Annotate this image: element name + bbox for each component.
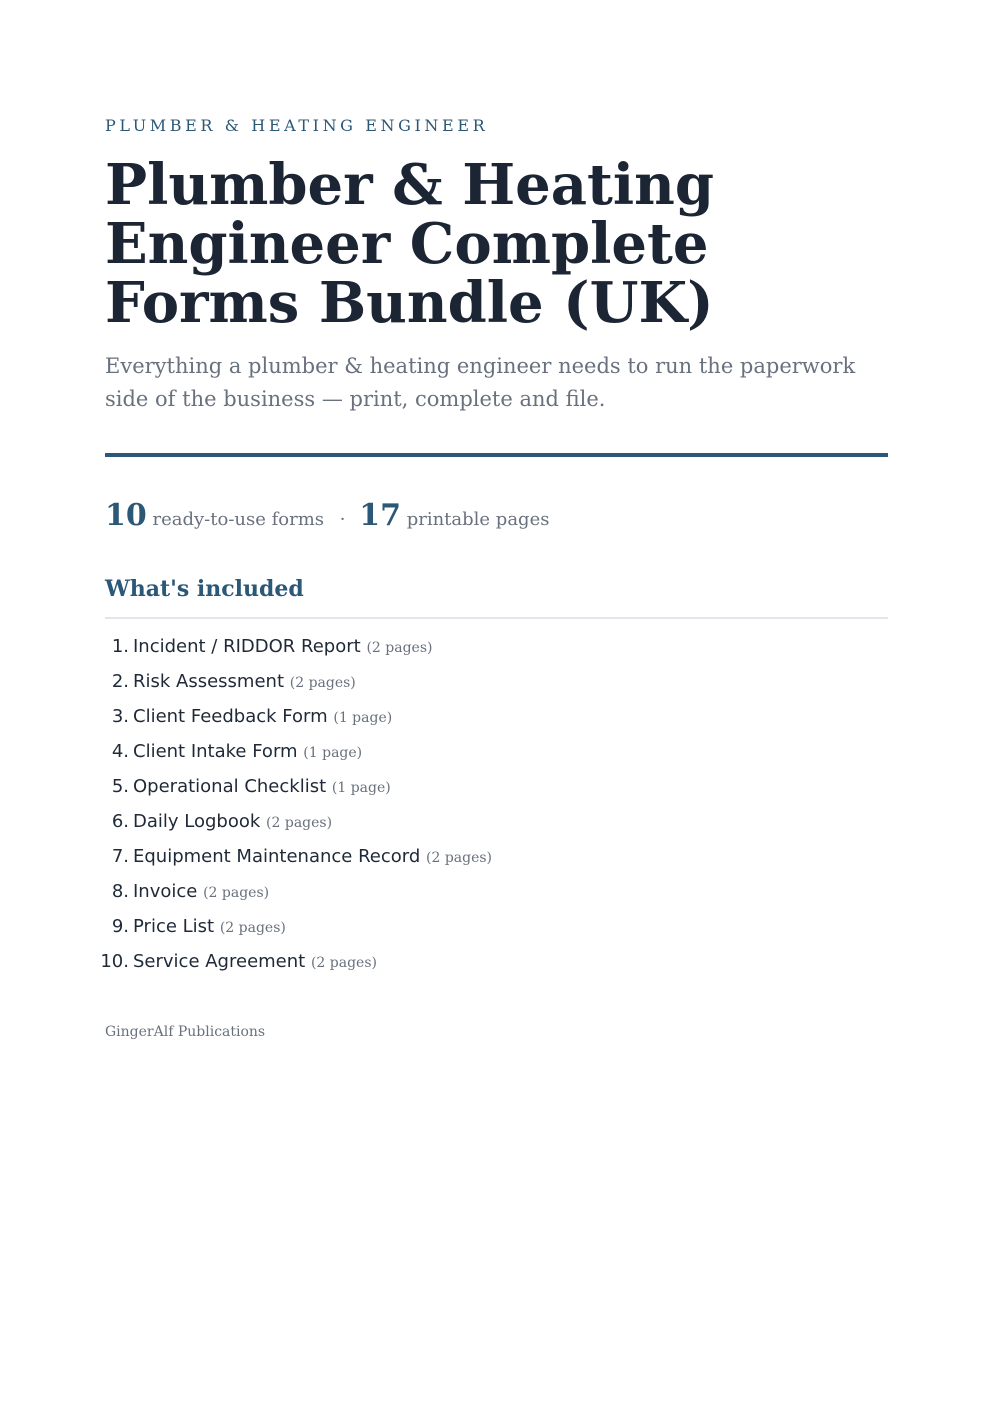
stats-separator: · [339,509,346,530]
list-item-pages: (2 pages) [266,815,333,831]
pages-count: 17 [359,498,401,533]
list-item-number: 2. [111,671,129,692]
list-item-number: 10. [100,951,129,972]
list-item [105,839,492,874]
list-item [105,909,492,944]
list-item [105,664,492,699]
included-heading: What's included [105,576,304,602]
list-item-pages: (2 pages) [366,640,433,656]
list-item-pages: (2 pages) [219,920,286,936]
list-item-pages: (2 pages) [426,850,493,866]
forms-count-label: ready-to-use forms [152,509,325,530]
pages-count-label: printable pages [406,509,550,530]
list-item [105,769,492,804]
page-title: Plumber & Heating Engineer Complete Forms Bundle (UK) [105,152,715,336]
list-item-pages: (1 page) [303,745,363,761]
list-item-number: 3. [111,706,129,727]
publisher-footer: GingerAlf Publications [105,1024,266,1040]
list-item [105,874,492,909]
list-item-pages: (2 pages) [289,675,356,691]
list-item-number: 9. [111,916,129,937]
list-item-name: Daily Logbook [133,811,261,832]
list-item-number: 5. [111,776,129,797]
bundle-stats [105,498,549,533]
forms-list [100,629,493,979]
list-item-name: Equipment Maintenance Record [133,846,421,867]
page-subtitle: Everything a plumber & heating engineer needs to run the paperwork side of the business — print, complete and file. [105,354,856,411]
list-item-number: 8. [111,881,129,902]
list-item [100,944,492,979]
category-eyebrow: PLUMBER & HEATING ENGINEER [105,116,489,135]
list-item [105,629,492,664]
header-divider [105,453,888,457]
list-item-name: Client Intake Form [133,741,298,762]
list-item-number: 4. [111,741,129,762]
list-item [105,734,492,769]
list-item-number: 7. [111,846,129,867]
list-item-name: Client Feedback Form [133,706,328,727]
list-item-pages: (2 pages) [310,955,377,971]
list-item-pages: (1 page) [333,710,393,726]
forms-count: 10 [105,498,147,533]
list-item-pages: (2 pages) [203,885,270,901]
list-item-number: 1. [111,636,129,657]
list-item-name: Service Agreement [133,951,306,972]
list-item-name: Incident / RIDDOR Report [133,636,361,657]
list-item-pages: (1 page) [331,780,391,796]
list-item-name: Price List [133,916,215,937]
list-item-number: 6. [111,811,129,832]
list-item [105,699,492,734]
section-divider [105,617,888,619]
list-item-name: Operational Checklist [133,776,327,797]
list-item [105,804,492,839]
list-item-name: Risk Assessment [133,671,285,692]
list-item-name: Invoice [133,881,198,902]
